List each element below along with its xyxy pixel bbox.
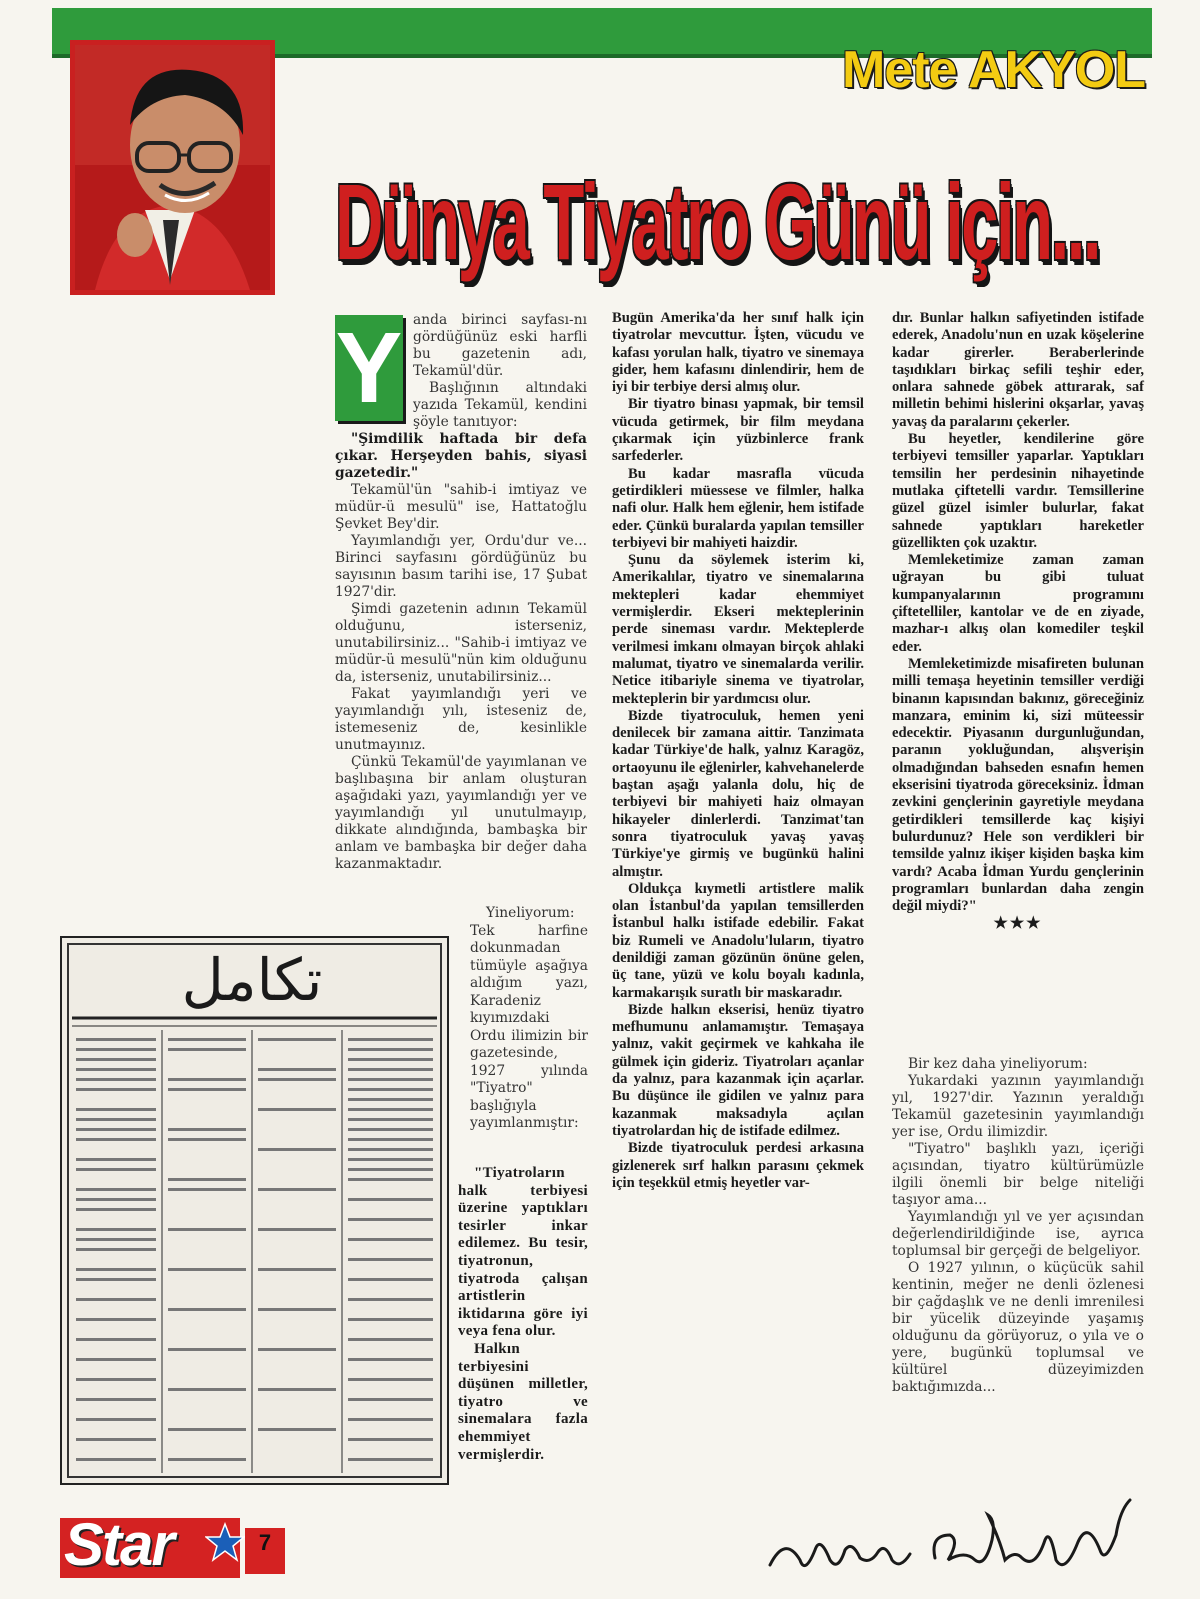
paragraph-quote: Bugün Amerika'da her sınıf halk için tiyatrolar mevcuttur. İşten, vücudu ve kafası yorulan halk, tiyatro ve sinemaya gider, hem kafasını dinlendirir, hem de iyi bir terbiye dersi almış olur. <box>612 310 864 396</box>
article-column-1b <box>470 905 588 1133</box>
clipping-masthead: تكامل <box>181 946 323 1014</box>
newspaper-clipping-image <box>60 936 449 1485</box>
paragraph-quote: Memleketimizde misafireten bulunan milli temaşa heyetinin temsiller verdiği binanın kapısından bakınız, göreceğiniz manzara, eminim ki, sizi müteessir edecektir. Piyasanın durgunluğundan, paranın yokluğundan, alışverişin olmadığından bahseden esnafın hemen ekserisini tiyatroda göreceksiniz. İdman zevkini gençlerinin gayretiyle meydana getirdikleri temsillerde kaç kişiyi bulurdunuz? Hele son verdikleri bir temsilde yalnız ikişer kişiden başka kim vardı? Acaba İdman Yurdu gençlerinin programları bunlardan daha zengin değil miydi?" <box>892 655 1144 915</box>
paragraph-quote: dır. Bunlar halkın safiyetinden istifade ederek, Anadolu'nun en uzak köşelerine kadar girerler. Beraberlerinde taşıdıkları birkaç sefili teşhir eder, onlara sahnede göbek attırarak, saf milletin behimi hislerini okşarlar, yavaş yavaş da paralarını çekerler. <box>892 310 1144 430</box>
paragraph: Yayımlandığı yıl ve yer açısından değerlendirildiğinde ise, ayrıca toplumsal bir gerçeği de belgeliyor. <box>892 1209 1144 1259</box>
paragraph-quote: Bu heyetler, kendilerine göre terbiyevi temsiller yaparlar. Yaptıkları temsilin her perdesinin nihayetinde mutlaka çiftetelli vardır. Temsillerine güzel güzel isimler bulurlar, fakat sahnede yaptıkları hareketler güzellikten çok uzaktır. <box>892 431 1144 551</box>
paragraph-quote: Bu kadar masrafla vücuda getirdikleri müessese ve filmler, halka nafi olur. Halk hem eğlenir, hem istifade eder. Çünkü buralarda yapılan temsiller terbiyevi bir mahiyeti haizdir. <box>612 465 864 551</box>
paragraph: Yineliyorum: Tek harfine dokunmadan tümüyle aşağıya aldığım yazı, Karadeniz kıyımızdaki Ordu ilimizin bir gazetesinde, 1927 yılında "Tiyatro" başlığıyla yayımlanmıştır: <box>470 905 588 1131</box>
article-column-1 <box>335 312 587 873</box>
drop-cap: Y <box>335 312 403 424</box>
article-column-3 <box>892 310 1144 933</box>
paragraph-quote: Memleketimize zaman zaman uğrayan bu gibi tuluat kumpanyalarının programını çiftetelliler, kantolar ve de en ziyade, mazhar-ı alkış olan komediler teşkil eder. <box>892 552 1144 655</box>
paragraph-quote: Bir tiyatro binası yapmak, bir temsil vücuda getirmek, bir film meydana çıkarmak için yüzbinlerce frank sarfederler. <box>612 396 864 465</box>
paragraph: Başlığının altındaki yazıda Tekamül, kendini şöyle tanıtıyor: <box>413 380 587 430</box>
paragraph-quote: Şunu da söylemek isterim ki, Amerikalılar, tiyatro ve sinemalarına mektepleri kadar ehemmiyet vermişlerdir. Ekseri mekteplerinin perde sineması vardır. Mekteplerde verilmesi imkanı olmayan birçok ahlaki malumat, tiyatro ve sinemalarda verilir. Netice itibariyle sinema ve tiyatrolar, mekteplerin bir yardımcısı olur. <box>612 552 864 707</box>
star-logo: Star <box>64 1511 173 1578</box>
author-photo <box>75 45 270 290</box>
paragraph: O 1927 yılının, o küçücük sahil kentinin, meğer ne denli özlenesi bir çağdaşlık ve ne denli imrenilesi bir yücelik düzeyinde yaşamış olduğunu da görüyoruz, o yıla ve o yere, bugünkü toplumsal ve kültürel düzeyimizden baktığımızda... <box>892 1260 1144 1395</box>
paragraph: Fakat yayımlandığı yeri ve yayımlandığı yılı, isteseniz de, istemeseniz de, kesinlikle unutmayınız. <box>335 686 587 753</box>
paragraph: "Tiyatro" başlıklı yazı, içeriği açısından, tiyatro kültürümüzle ilgili önemli bir belge niteliği taşıyor ama... <box>892 1141 1144 1208</box>
author-signature <box>760 1480 1160 1590</box>
article-column-3b <box>892 1056 1144 1396</box>
paragraph: Tekamül'ün "sahib-i imtiyaz ve müdür-ü mesulü" ise, Hattatoğlu Şevket Bey'dir. <box>335 482 587 532</box>
paragraph: Çünkü Tekamül'de yayımlanan ve başlıbaşına bir anlam oluşturan aşağıdaki yazı, yayımlandığı yer ve yayımlandığı yıl unutulmayıp, dikkate alındığında, bambaşka bir anlam ve bambaşka bir değer daha kazanmaktadır. <box>335 754 587 872</box>
paragraph-quote: "Tiyatroların halk terbiyesi üzerine yaptıkları tesirler inkar edilemez. Bu tesir, tiyatronun, tiyatroda çalışan artistlerin iktidarına göre iyi veya fena olur. <box>458 1165 588 1340</box>
paragraph-quote: "Şimdilik haftada bir defa çıkar. Herşeyden bahis, siyasi gazetedir." <box>335 431 587 481</box>
author-name: Mete AKYOL <box>842 41 1145 99</box>
paragraph: Şimdi gazetenin adının Tekamül olduğunu, isterseniz, unutabilirsiniz... "Sahib-i imtiyaz ve müdür-ü mesulü"nün kim olduğunu da, isterseniz, unutabilirsiniz... <box>335 601 587 685</box>
paragraph-quote: Halkın terbiyesini düşünen milletler, tiyatro ve sinemalara fazla ehemmiyet vermişlerdir. <box>458 1340 588 1463</box>
star-icon <box>205 1522 245 1567</box>
paragraph-quote: Oldukça kıymetli artistlere malik olan İstanbul'da yapılan temsillerden İstanbul halkı istifade edebilir. Fakat biz Rumeli ve Anadolu'luların, tiyatro denildiği zaman gözünün önüne gelen, üç tane, yüzü ve kolu boyalı kadınla, karmakarışık suratlı bir maskaradır. <box>612 880 864 1001</box>
paragraph: Yayımlandığı yer, Ordu'dur ve... Birinci sayfasını gördüğünüz bu sayısının basım tarihi ise, 17 Şubat 1927'dir. <box>335 533 587 600</box>
paragraph-quote: Bizde halkın ekserisi, henüz tiyatro mefhumunu anlamamıştır. Temaşaya yalnız, vakit geçirmek ve kahkaha ile gülmek için gideriz. Tiyatroları açanlar da yalnız, para kazanmak için açarlar. Bu düşünce ile gidilen ve yalnız para kazanmak maksadıyla açılan tiyatrolardan hiç de istifade edilmez. <box>612 1001 864 1139</box>
paragraph: Yukardaki yazının yayımlandığı yıl, 1927'dir. Yazının yeraldığı Tekamül gazetesinin yayımlandığı yer ise, Ordu ilimizdir. <box>892 1073 1144 1140</box>
paragraph-quote: Bizde tiyatroculuk perdesi arkasına gizlenerek sırf halkın parasını çekmek için teşekkül etmiş heyetler var- <box>612 1140 864 1191</box>
article-column-1c <box>458 1165 588 1464</box>
headline: Dünya Tiyatro Günü için... <box>335 161 1099 282</box>
paragraph-quote: Bizde tiyatroculuk, hemen yeni denilecek bir zamana aittir. Tanzimata kadar Türkiye'de halk, yalnız Karagöz, ortaoyunu ile eğlenirler, kahvehanelerde baştan aşağı yalanla dolu, hiç de terbiyevi bir mahiyeti haiz olmayan hikayeler dinlerlerdi. Tanzimat'tan sonra tiyatroculuk yavaş yavaş Türkiye'ye girmiş ve bugünkü halini almıştır. <box>612 707 864 880</box>
paragraph: Bir kez daha yineliyorum: <box>908 1056 1088 1072</box>
section-separator-stars: ★★★ <box>993 915 1043 933</box>
article-column-2 <box>612 310 864 1192</box>
paragraph: anda birinci sayfası-nı gördüğünüz eski harfli bu gazetenin adı, Tekamül'dür. <box>413 312 587 379</box>
page-number: 7 <box>258 1530 272 1555</box>
